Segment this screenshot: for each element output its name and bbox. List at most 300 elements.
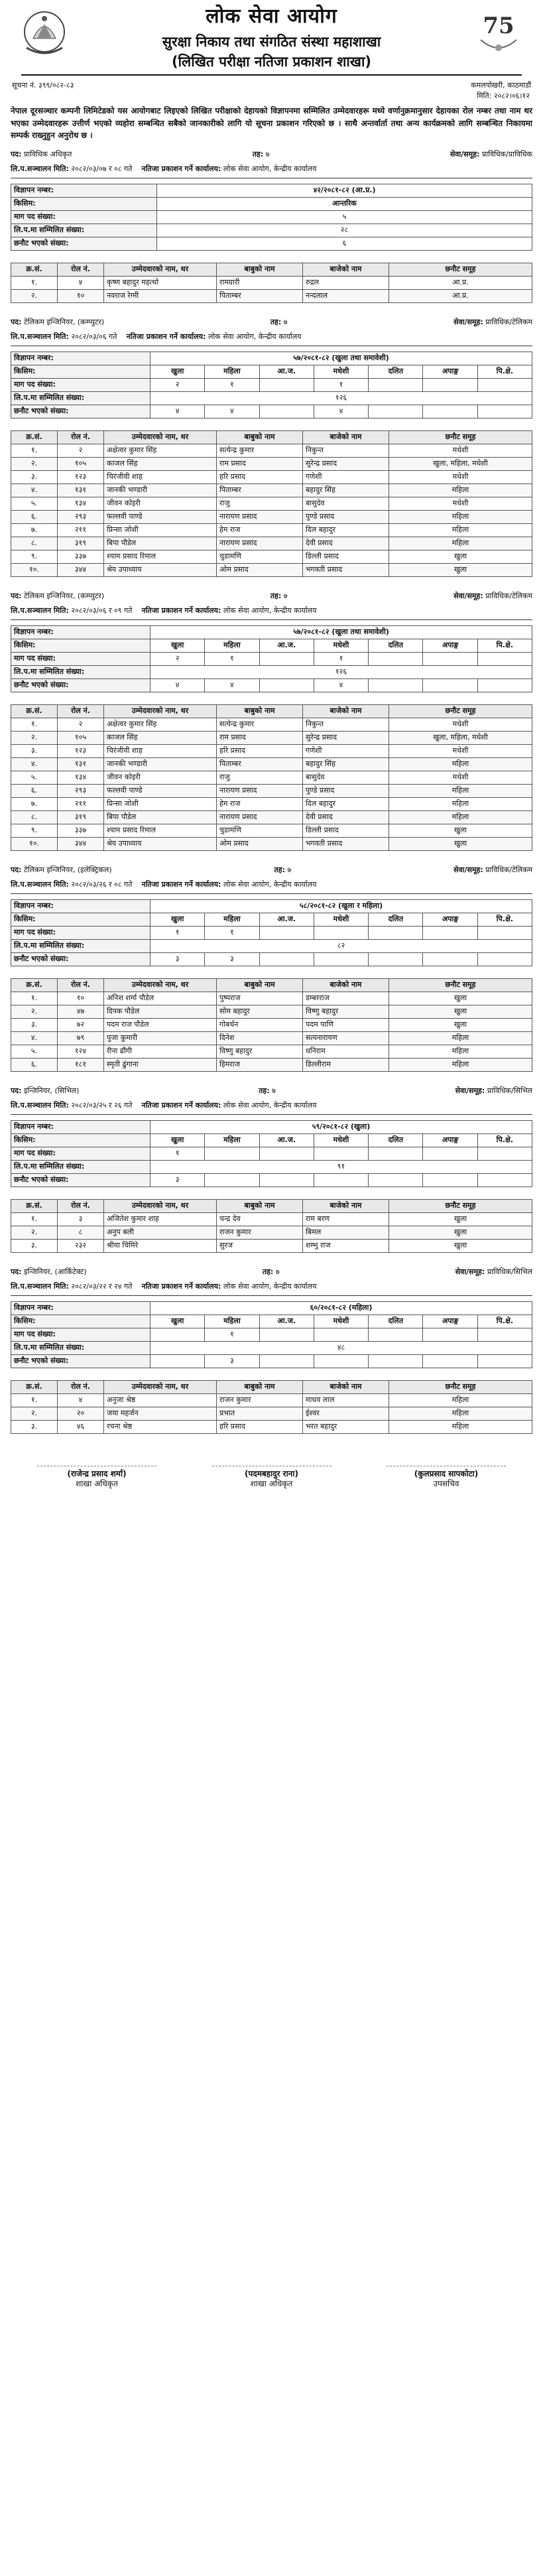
table-cell: विष्णु बहादुर — [303, 1005, 389, 1018]
seats-cell — [477, 1147, 532, 1160]
table-cell: ३ — [58, 1212, 104, 1226]
seats-cell — [423, 1147, 477, 1160]
table-cell: ८. — [11, 537, 58, 550]
signature-block — [11, 1466, 532, 1489]
table-cell: खुला — [389, 550, 532, 563]
signature — [212, 1466, 332, 1489]
table-cell: १०. — [11, 837, 58, 850]
category-head: आ.ज. — [259, 365, 314, 378]
selected-cell — [423, 952, 477, 966]
section-divider — [11, 893, 532, 894]
level-value: ७ — [275, 1267, 280, 1276]
table-cell: महिला — [389, 1393, 532, 1407]
table-cell: १. — [11, 1212, 58, 1226]
level-info: तह: ७ — [262, 1267, 280, 1276]
table-cell: १०. — [11, 563, 58, 576]
category-head: मधेशी — [314, 1133, 368, 1147]
table-cell: ५. — [11, 1045, 58, 1058]
results-column-head: क्र.सं. — [11, 978, 58, 992]
appeared-count: १२६ — [151, 391, 532, 405]
results-column-head: छनौट समूह — [389, 1199, 532, 1212]
table-cell: ६. — [11, 510, 58, 523]
seats-cell: २ — [151, 378, 205, 391]
table-row — [11, 1393, 532, 1407]
selected-cell: ३ — [205, 1354, 259, 1368]
selected-cell: ३ — [151, 1173, 205, 1187]
results-column-head: छनौट समूह — [389, 1380, 532, 1393]
exam-date-info: लि.प.सञ्चालन मिति: २०८२/०३/२६ र ०८ गते — [11, 879, 133, 889]
table-cell: शम्भु राज — [303, 1239, 389, 1252]
selected-row — [11, 1173, 532, 1187]
seats-cell: १ — [205, 1328, 259, 1341]
seats-cell — [423, 1328, 477, 1341]
notice-date: २०८२।०६।१२ — [493, 92, 530, 100]
category-label: किसिम: — [11, 365, 151, 378]
table-cell: भरत बहादुर — [303, 1420, 389, 1433]
level-value: ७ — [272, 1086, 276, 1095]
spacer — [11, 851, 532, 863]
table-cell: १० — [58, 992, 104, 1005]
advertisement-value: २८ — [157, 224, 532, 237]
table-cell: ५. — [11, 771, 58, 784]
results-table — [11, 1199, 532, 1253]
table-cell: १. — [11, 444, 58, 457]
table-cell: १३४ — [58, 497, 104, 510]
table-cell: ४ — [58, 276, 104, 289]
table-cell: मधेशी — [389, 497, 532, 510]
selected-cell: ३ — [151, 952, 205, 966]
seats-cell — [369, 378, 423, 391]
category-head: महिला — [205, 913, 259, 926]
table-cell: २ — [58, 444, 104, 457]
level-value: ७ — [283, 317, 288, 326]
results-column-head: बाबुको नाम — [217, 978, 303, 992]
table-cell: पदम राज पौडेल — [104, 1018, 217, 1031]
table-cell: महिला — [389, 757, 532, 771]
table-cell: श्रेय उपाध्याय — [104, 563, 217, 576]
seats-cell: १ — [205, 378, 259, 391]
table-cell: भगवती प्रसाद — [303, 563, 389, 576]
signature — [37, 1466, 156, 1489]
seats-cell: १ — [151, 926, 205, 939]
header — [11, 0, 532, 80]
category-head: पि.क्षे. — [477, 365, 532, 378]
advertisement-row — [11, 625, 532, 639]
selected-label: छनौट भएको संख्या: — [11, 678, 151, 692]
table-cell: जीवन कोइरी — [104, 497, 217, 510]
results-column-head: क्र.सं. — [11, 1380, 58, 1393]
exam-date: २०८२/०३/०६ र ०९ गते — [71, 606, 133, 615]
level-info: तह: ७ — [270, 317, 288, 326]
category-head: दलित — [369, 913, 423, 926]
table-row — [11, 289, 532, 302]
table-cell: राम बरण — [303, 1212, 389, 1226]
category-head: दलित — [369, 365, 423, 378]
table-cell: नारायण प्रसाद — [217, 537, 303, 550]
category-head: पि.क्षे. — [477, 1315, 532, 1328]
results-column-head: बाजेको नाम — [303, 704, 389, 718]
table-cell: देवी प्रसाद — [303, 810, 389, 824]
results-column-head: बाबुको नाम — [217, 1380, 303, 1393]
appeared-row — [11, 665, 532, 678]
post-row — [11, 1084, 532, 1098]
results-column-head: उम्मेदवारको नाम, थर — [104, 1199, 217, 1212]
office-info: नतिजा प्रकाशन गर्ने कार्यालय: लोक सेवा आयोग, केन्द्रीय कार्यालय — [141, 879, 317, 889]
seats-cell: १ — [205, 926, 259, 939]
table-cell: बहादुर सिंह — [303, 757, 389, 771]
table-cell: ३. — [11, 1018, 58, 1031]
spacer — [11, 1072, 532, 1084]
table-cell: राजु — [217, 497, 303, 510]
service-info: सेवा/समूह: प्राविधिक/टेलिकम — [453, 317, 532, 326]
table-cell: रुद्रल — [303, 276, 389, 289]
table-cell: १२३ — [58, 744, 104, 757]
table-cell: ९. — [11, 550, 58, 563]
table-cell: महिला — [389, 1420, 532, 1433]
table-cell: नारायण प्रसाद — [217, 784, 303, 797]
post-info: पद: टेलिकम इन्जिनियर, (कम्प्युटर) — [11, 591, 105, 600]
result-section — [11, 863, 532, 1084]
post-name: इन्जिनियर, (आर्किटेक्ट) — [24, 1267, 87, 1276]
selected-cell — [423, 1354, 477, 1368]
table-cell: श्याम प्रसाद रिमाल — [104, 824, 217, 837]
category-head: अपाङ्ग — [423, 639, 477, 652]
advertisement-table — [11, 352, 532, 419]
selected-cell — [477, 1173, 532, 1187]
table-cell: महिला — [389, 1031, 532, 1045]
post-name: टेलिकम इन्जिनियर, (कम्प्युटर) — [24, 591, 105, 600]
result-section — [11, 315, 532, 589]
category-head: आ.ज. — [259, 913, 314, 926]
table-cell: ५. — [11, 497, 58, 510]
table-row — [11, 1018, 532, 1031]
advertisement-row — [11, 1301, 532, 1315]
selected-cell — [314, 952, 368, 966]
section-divider — [11, 619, 532, 620]
publish-row — [11, 162, 532, 176]
category-head: महिला — [205, 1133, 259, 1147]
advertisement-table — [11, 1120, 532, 1187]
table-row — [11, 744, 532, 757]
table-cell: ईश्वर — [303, 1407, 389, 1420]
table-cell: १२४ — [58, 1045, 104, 1058]
spacer — [11, 966, 532, 978]
post-row — [11, 863, 532, 877]
results-table — [11, 1380, 532, 1434]
seats-cell — [259, 1328, 314, 1341]
table-cell: रामग्रारी — [217, 276, 303, 289]
table-cell: मधेशी — [389, 744, 532, 757]
table-cell: २. — [11, 731, 58, 744]
selected-cell — [205, 1173, 259, 1187]
table-cell: नवराज रेग्मी — [104, 289, 217, 302]
table-cell: महिला — [389, 483, 532, 497]
table-cell: २ — [58, 718, 104, 731]
table-cell: पुष्पराज — [217, 992, 303, 1005]
selected-cell: ४ — [205, 678, 259, 692]
table-cell: जीवन कोइरी — [104, 771, 217, 784]
table-cell: अजितेश कुमार शाह — [104, 1212, 217, 1226]
results-column-head: बाजेको नाम — [303, 1199, 389, 1212]
table-cell: १०५ — [58, 731, 104, 744]
spacer — [11, 1368, 532, 1380]
category-head: अपाङ्ग — [423, 1315, 477, 1328]
seats-label: माग पद संख्या: — [11, 652, 151, 665]
results-header — [11, 263, 532, 276]
selected-cell: ४ — [151, 405, 205, 418]
appeared-count: ८२ — [151, 939, 532, 952]
date-row: मिति: २०८२।०६।१२ — [477, 92, 530, 100]
table-cell: बासुदेव — [303, 497, 389, 510]
advertisement-number: ५७/२०८१-८२ (खुला तथा समावेशी) — [151, 352, 532, 365]
category-head: मधेशी — [314, 913, 368, 926]
service-info: सेवा/समूह: प्राविधिक/प्राविधिक — [450, 149, 532, 159]
table-cell: पिताम्बर — [217, 483, 303, 497]
category-head: आ.ज. — [259, 639, 314, 652]
table-cell: ३. — [11, 744, 58, 757]
table-cell: रचना श्रेष्ठ — [104, 1420, 217, 1433]
results-column-head: बाजेको नाम — [303, 430, 389, 444]
selected-label: छनौट भएको संख्या: — [11, 405, 151, 418]
table-cell: ६. — [11, 784, 58, 797]
table-cell: ३. — [11, 470, 58, 483]
category-head: खुला — [151, 639, 205, 652]
advertisement-label: विज्ञापन नम्बर: — [11, 184, 157, 197]
table-cell: २. — [11, 289, 58, 302]
results-column-head: रोल नं. — [58, 1380, 104, 1393]
table-row — [11, 457, 532, 470]
selected-cell — [369, 1354, 423, 1368]
category-head: मधेशी — [314, 365, 368, 378]
advertisement-label: छनौट भएको संख्या: — [11, 237, 157, 250]
table-cell: ६. — [11, 1058, 58, 1071]
table-cell: ८ — [58, 1226, 104, 1239]
selected-cell — [477, 405, 532, 418]
table-cell: नारायण प्रसाद — [217, 810, 303, 824]
table-cell: खुला — [389, 1018, 532, 1031]
advertisement-row — [11, 184, 532, 197]
category-head: आ.ज. — [259, 1133, 314, 1147]
office-info: नतिजा प्रकाशन गर्ने कार्यालय: लोक सेवा आयोग, केन्द्रीय कार्यालय — [126, 332, 302, 341]
exam-date-info: लि.प.सञ्चालन मिति: २०८२/०३/०६ र ०९ गते — [11, 606, 133, 615]
anniversary-icon — [477, 4, 520, 64]
table-cell: श्याम प्रसाद रिमाल — [104, 550, 217, 563]
table-cell: ४. — [11, 757, 58, 771]
seats-cell — [259, 1147, 314, 1160]
table-cell: दिल बहादुर — [303, 523, 389, 537]
table-cell: देवी प्रसाद — [303, 537, 389, 550]
selected-cell — [477, 1354, 532, 1368]
table-row — [11, 497, 532, 510]
results-column-head: छनौट समूह — [389, 430, 532, 444]
level-info: तह: ७ — [252, 149, 270, 159]
advertisement-label: विज्ञापन नम्बर: — [11, 352, 151, 365]
office-name: लोक सेवा आयोग, केन्द्रीय कार्यालय — [223, 879, 317, 889]
office-info: नतिजा प्रकाशन गर्ने कार्यालय: लोक सेवा आयोग, केन्द्रीय कार्यालय — [141, 1100, 317, 1110]
table-row — [11, 757, 532, 771]
table-cell: धनिराम — [303, 1045, 389, 1058]
table-cell: खुला, महिला, मधेशी — [389, 457, 532, 470]
publish-row — [11, 604, 532, 618]
category-head: खुला — [151, 1315, 205, 1328]
selected-cell — [369, 952, 423, 966]
table-cell: २११ — [58, 797, 104, 810]
table-cell: स्मृती ढुंगाना — [104, 1058, 217, 1071]
appeared-row — [11, 939, 532, 952]
table-row — [11, 483, 532, 497]
result-sections — [11, 147, 532, 1446]
selected-cell — [314, 1173, 368, 1187]
table-row — [11, 537, 532, 550]
table-cell: निकुन्त — [303, 718, 389, 731]
advertisement-table — [11, 184, 532, 251]
advertisement-value: ५ — [157, 210, 532, 224]
table-cell: अनुजा श्रेष्ठ — [104, 1393, 217, 1407]
publish-row — [11, 877, 532, 892]
table-cell: महिला — [389, 810, 532, 824]
table-cell: माधव लाल — [303, 1393, 389, 1407]
office-name: लोक सेवा आयोग, केन्द्रीय कार्यालय — [223, 1100, 317, 1110]
signature-title: शाखा अधिकृत — [76, 1478, 118, 1488]
category-head: खुला — [151, 1133, 205, 1147]
seats-cell — [477, 652, 532, 665]
location: कमलपोखरी, काठमाडौं — [471, 81, 531, 90]
category-head: पि.क्षे. — [477, 1133, 532, 1147]
advertisement-label: किसिम: — [11, 197, 157, 210]
appeared-row — [11, 391, 532, 405]
advertisement-value: ४२/२०८१-८२ (आ.प्र.) — [157, 184, 532, 197]
table-cell: २. — [11, 1005, 58, 1018]
advertisement-row — [11, 224, 532, 237]
results-column-head: क्र.सं. — [11, 430, 58, 444]
table-cell: मधेशी — [389, 771, 532, 784]
advertisement-label: विज्ञापन नम्बर: — [11, 899, 151, 913]
service-info: सेवा/समूह: प्राविधिक/टेलिकम — [453, 591, 532, 600]
category-head: दलित — [369, 1315, 423, 1328]
table-cell: गणेशी — [303, 744, 389, 757]
selected-cell — [369, 678, 423, 692]
section-divider — [11, 1114, 532, 1115]
section-divider — [11, 1295, 532, 1296]
table-cell: हिमराज — [217, 1058, 303, 1071]
table-cell: महिला — [389, 523, 532, 537]
results-column-head: उम्मेदवारको नाम, थर — [104, 263, 217, 276]
table-cell: खुला — [389, 837, 532, 850]
table-cell: बिपा पौडेल — [104, 537, 217, 550]
appeared-row — [11, 1160, 532, 1173]
exam-date: २०८२/०३/०७ र ०८ गते — [71, 164, 133, 173]
category-head: दलित — [369, 1133, 423, 1147]
anniversary-logo — [477, 4, 520, 64]
service-value: प्राविधिक/सिभिल — [487, 1267, 532, 1276]
table-cell: खुला — [389, 992, 532, 1005]
table-cell: १३४ — [58, 771, 104, 784]
table-row — [11, 510, 532, 523]
post-info: पद: टेलिकम इन्जिनियर, (कम्प्युटर) — [11, 317, 105, 326]
category-label: किसिम: — [11, 913, 151, 926]
table-cell: ४ — [58, 1393, 104, 1407]
table-cell: काजल सिंह — [104, 457, 217, 470]
table-cell: फल्लवी पाण्डे — [104, 784, 217, 797]
results-table — [11, 978, 532, 1072]
seats-cell — [423, 926, 477, 939]
table-cell: ३. — [11, 1239, 58, 1252]
table-cell: ७२ — [58, 1018, 104, 1031]
table-cell: आ.प्र. — [389, 276, 532, 289]
results-header — [11, 430, 532, 444]
table-cell: राजन कुमार — [217, 1226, 303, 1239]
table-cell: खुला — [389, 1005, 532, 1018]
seats-label: माग पद संख्या: — [11, 1328, 151, 1341]
results-column-head: छनौट समूह — [389, 263, 532, 276]
table-cell: २. — [11, 1407, 58, 1420]
table-cell: पिताम्बर — [217, 289, 303, 302]
seats-cell — [259, 652, 314, 665]
seats-cell: १ — [205, 652, 259, 665]
exam-date: २०८२/०३/२५ र २६ गते — [71, 1100, 133, 1110]
table-cell: नन्दलाल — [303, 289, 389, 302]
table-cell: २९३ — [58, 510, 104, 523]
table-cell: महिला — [389, 1045, 532, 1058]
selected-row — [11, 405, 532, 418]
table-cell: डम्बरराज — [303, 992, 389, 1005]
table-cell: हरि प्रसाद — [217, 1420, 303, 1433]
spacer — [11, 251, 532, 263]
selected-cell — [259, 1173, 314, 1187]
table-cell: आ.प्र. — [389, 289, 532, 302]
spacer — [11, 1434, 532, 1446]
seats-cell — [477, 1328, 532, 1341]
publish-row — [11, 1279, 532, 1294]
advertisement-value: आन्तरिक — [157, 197, 532, 210]
results-column-head: उम्मेदवारको नाम, थर — [104, 978, 217, 992]
table-cell: चिरंजीवी शाह — [104, 744, 217, 757]
category-head: अपाङ्ग — [423, 1133, 477, 1147]
table-cell: महिला — [389, 510, 532, 523]
post-info: पद: इन्जिनियर, (आर्किटेक्ट) — [11, 1267, 87, 1276]
table-cell: जया महर्जन — [104, 1407, 217, 1420]
advertisement-row — [11, 1120, 532, 1133]
result-section — [11, 589, 532, 863]
seats-cell: १ — [314, 652, 368, 665]
results-table — [11, 704, 532, 851]
results-column-head: क्र.सं. — [11, 704, 58, 718]
table-cell: हेम राज — [217, 797, 303, 810]
results-column-head: छनौट समूह — [389, 704, 532, 718]
seats-row — [11, 1147, 532, 1160]
table-cell: पुण्डे प्रसाद — [303, 784, 389, 797]
table-row — [11, 797, 532, 810]
result-section — [11, 1084, 532, 1265]
selected-cell — [259, 678, 314, 692]
results-header — [11, 1199, 532, 1212]
table-cell: १०५ — [58, 457, 104, 470]
service-info: सेवा/समूह: प्राविधिक/टेलिकम — [453, 865, 532, 874]
seats-cell — [369, 652, 423, 665]
office-info: नतिजा प्रकाशन गर्ने कार्यालय: लोक सेवा आयोग, केन्द्रीय कार्यालय — [141, 1281, 317, 1291]
selected-cell — [259, 952, 314, 966]
table-cell: खुला — [389, 1226, 532, 1239]
seats-row — [11, 652, 532, 665]
notice-number: सूचना नं. ३९९/०८२-८३ — [12, 81, 74, 90]
category-head: पि.क्षे. — [477, 913, 532, 926]
seats-row — [11, 1328, 532, 1341]
exam-date: २०८२/०३/२६ र ०८ गते — [71, 879, 133, 889]
table-cell: १. — [11, 276, 58, 289]
results-column-head: बाबुको नाम — [217, 430, 303, 444]
results-column-head: बाजेको नाम — [303, 978, 389, 992]
section-title: (लिखित परीक्षा नतिजा प्रकाशन शाखा) — [171, 54, 372, 70]
